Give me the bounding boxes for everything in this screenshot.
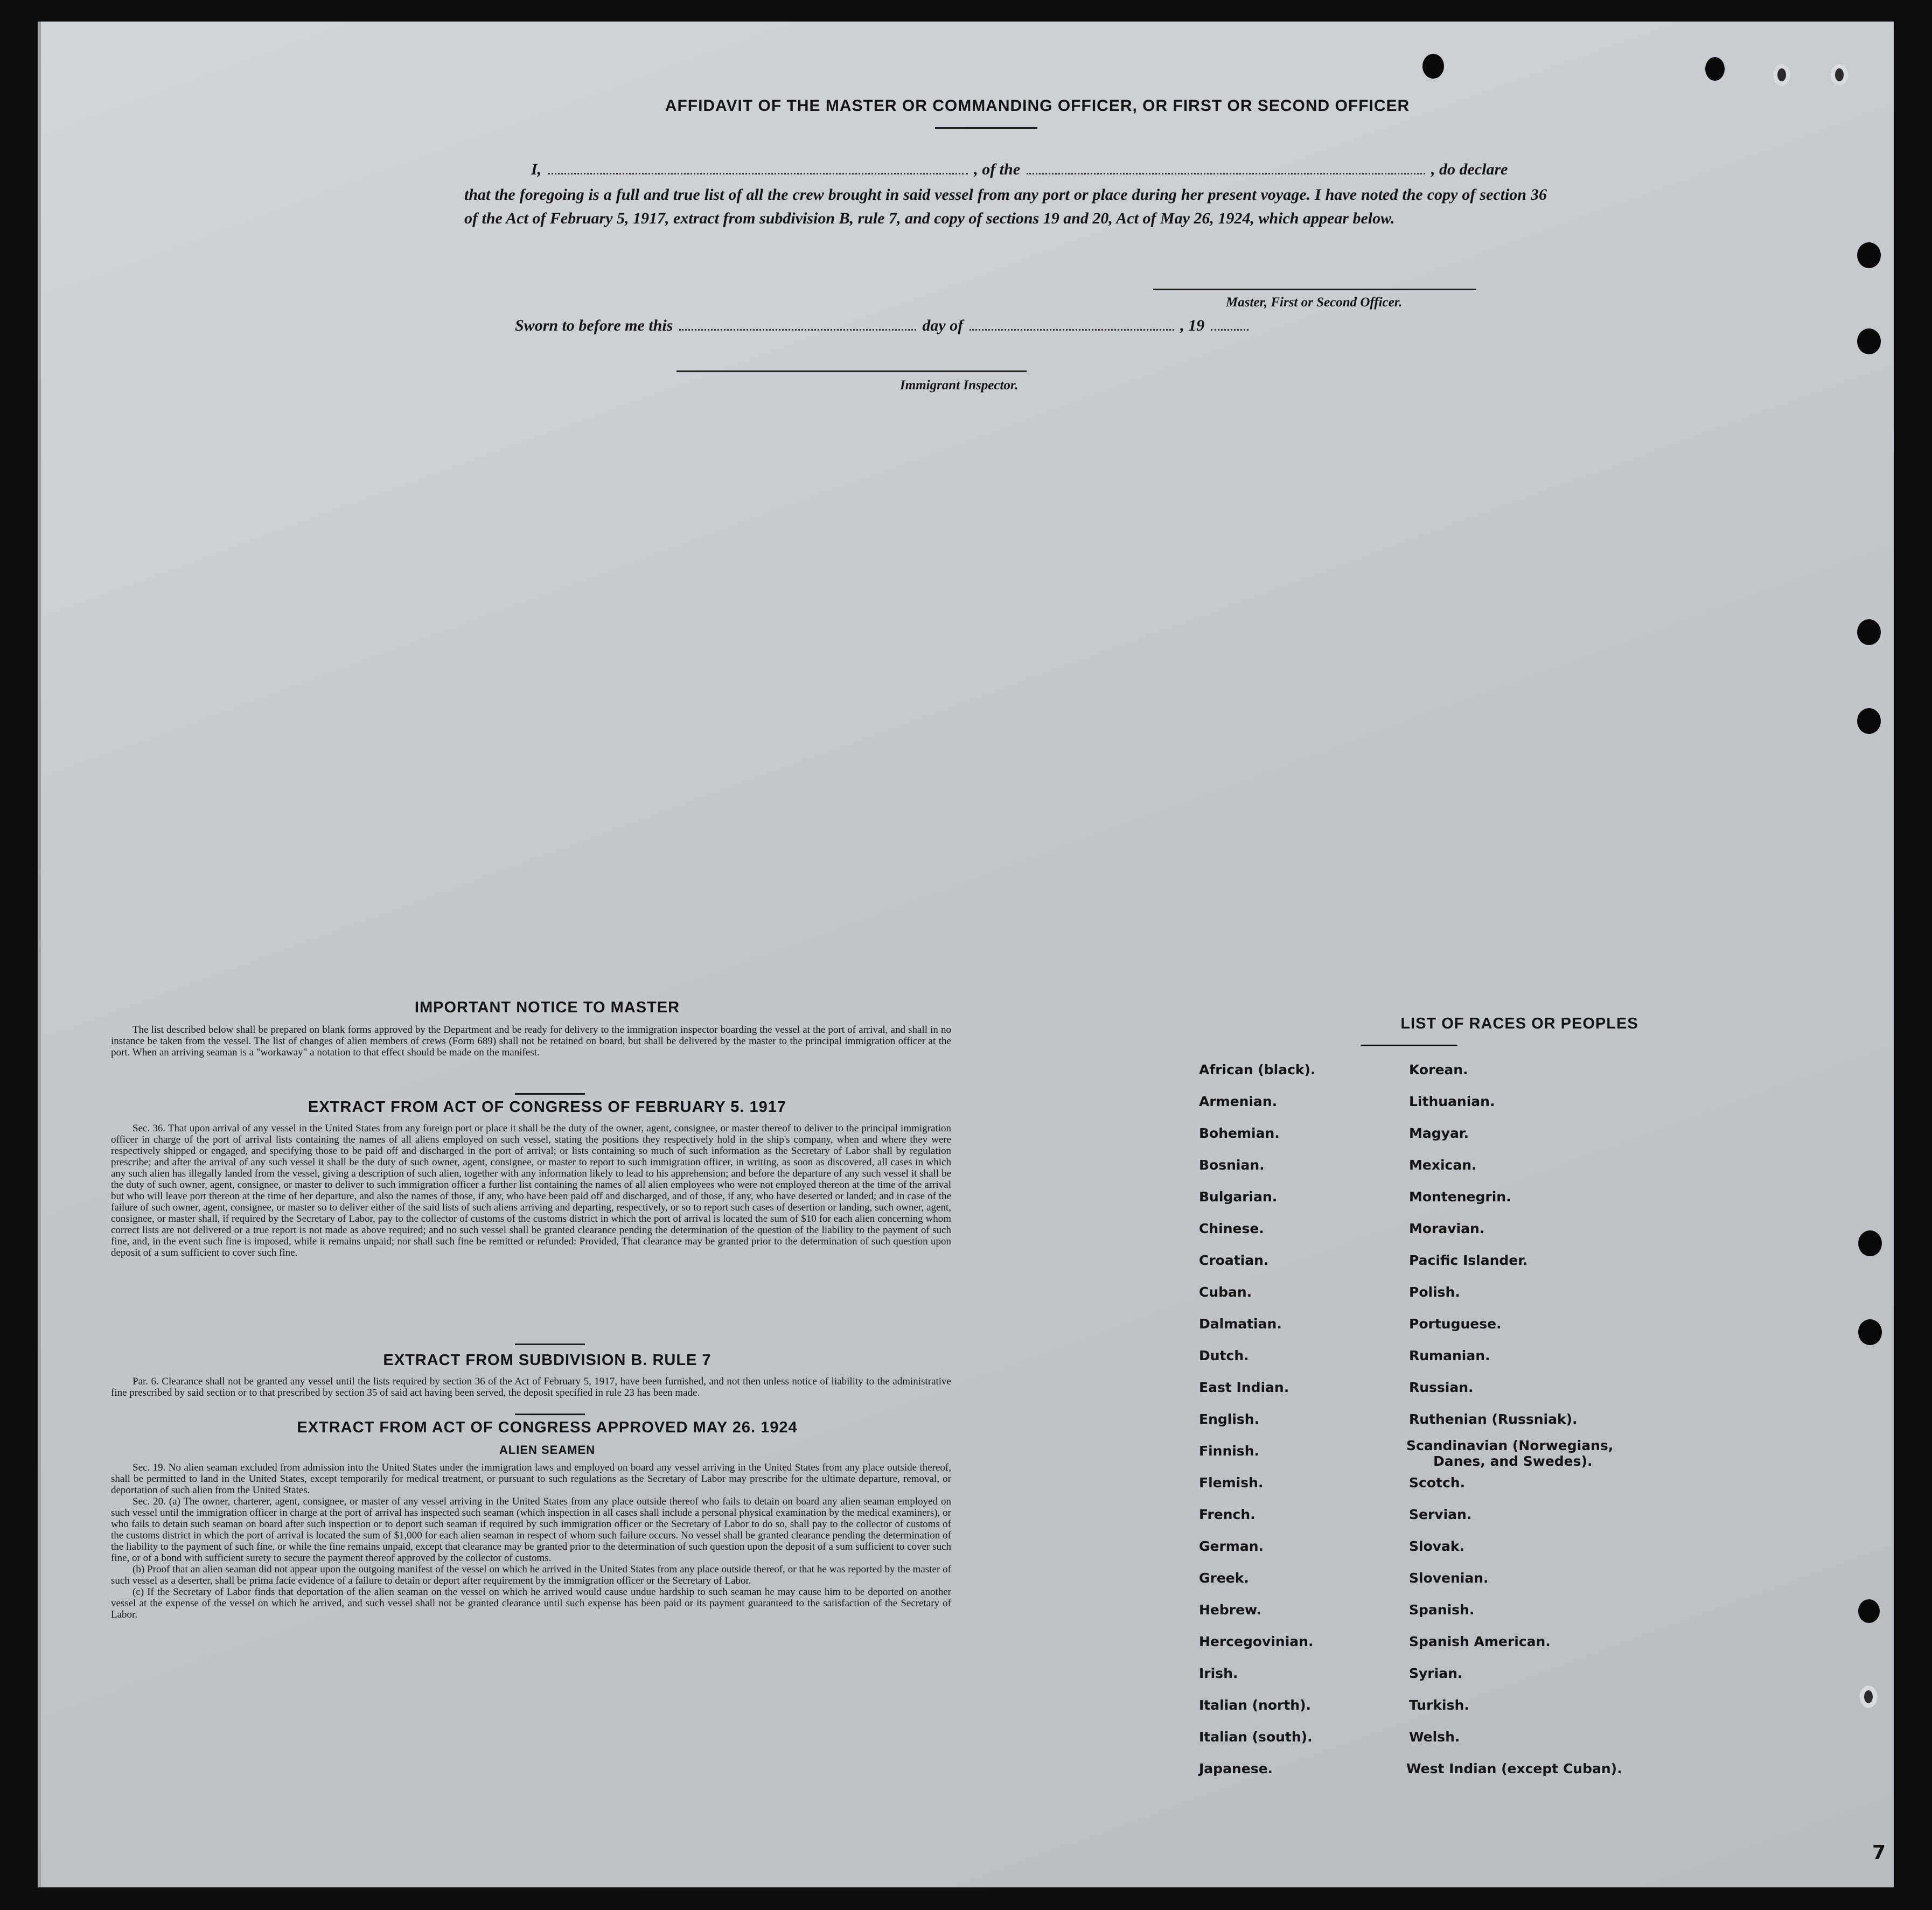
race-item: Ruthenian (Russniak). xyxy=(1409,1411,1578,1427)
race-item: Hebrew. xyxy=(1199,1602,1262,1618)
sworn-year-field[interactable] xyxy=(1211,329,1249,331)
punch-hole-right-4 xyxy=(1857,708,1881,734)
punch-hole-right-7 xyxy=(1858,1599,1880,1623)
race-item: Japanese. xyxy=(1199,1761,1273,1776)
notice-title: IMPORTANT NOTICE TO MASTER xyxy=(414,999,680,1016)
extract-1924-paragraph: Sec. 20. (a) The owner, charterer, agent, consignee, or master of any vessel arriving in the United States from any place outside thereof who fails to detain on board any alien seaman employed on such vessel until the immigration officer in charge at the port of arrival has inspected such seaman (which inspection in all cases shall include a personal physical examination by the medical examiners), or who fails to detain such seaman on board after such inspection or to deport such seaman if required by such immigration officer or the Secretary of Labor to do so, shall pay to the collector of customs of the customs district in which the port of arrival is located the sum of $1,000 for each alien seaman in respect of whom such failure occurs. No vessel shall be granted clearance pending the determination of the liability to the payment of such fine, or while the fine remains unpaid, except that clearance may be granted prior to the determination of such question upon the deposit of a sum sufficient to cover such fine, or of a bond with sufficient surety to secure the payment thereof approved by the collector of customs. xyxy=(111,1496,951,1564)
race-item: Montenegrin. xyxy=(1409,1189,1511,1205)
race-item: Bohemian. xyxy=(1199,1125,1280,1141)
race-item: Finnish. xyxy=(1199,1443,1259,1459)
do-declare-label: , do declare xyxy=(1431,160,1508,178)
i-label: I, xyxy=(531,160,542,178)
race-item: Russian. xyxy=(1409,1380,1474,1395)
extract-1924-paragraph: (b) Proof that an alien seaman did not appear upon the outgoing manifest of the vessel on which he arrived in the United States from any place outside thereof, or that he was reported by the master of such vessel as a deserter, shall be prima facie evidence of a failure to detain or deport after requirement by the immigration officer or the Secretary of Labor. xyxy=(111,1564,951,1586)
race-item: African (black). xyxy=(1199,1062,1316,1078)
race-item: Italian (south). xyxy=(1199,1729,1313,1745)
affidavit-title-rule xyxy=(935,127,1037,129)
race-item: Italian (north). xyxy=(1199,1697,1312,1713)
extract-1924-paragraph: Sec. 19. No alien seaman excluded from admission into the United States under the immigration laws and employed on board any vessel arriving in the United States from any place outside thereof, shall be permitted to land in the United States, except temporarily for medical treatment, or pursuant to such regulations as the Secretary of Labor may prescribe for the ultimate departure, removal, or deportation of such alien from the United States. xyxy=(111,1462,951,1496)
race-item: Hercegovinian. xyxy=(1199,1634,1314,1649)
race-item: Scandinavian (Norwegians, xyxy=(1406,1438,1614,1453)
race-item: Portuguese. xyxy=(1409,1316,1502,1332)
extract-rule7-title: EXTRACT FROM SUBDIVISION B. RULE 7 xyxy=(383,1352,712,1369)
race-item: Spanish American. xyxy=(1409,1634,1551,1649)
extract-1924-body xyxy=(111,1462,951,1620)
extract-rule7-rule xyxy=(515,1414,585,1415)
race-item: Mexican. xyxy=(1409,1157,1477,1173)
notice-paragraph: The list described below shall be prepared on blank forms approved by the Department and be ready for delivery to the immigration inspector boarding the vessel at the port of arrival, and shall in no instance be taken from the vessel. The list of changes of alien members of crews (Form 689) shall not be retained on board, but shall be delivered by the master to the principal immigration officer at the port. When an arriving seaman is a "workaway" a notation to that effect should be made on the manifest. xyxy=(111,1024,951,1058)
race-item: Flemish. xyxy=(1199,1475,1264,1491)
race-item: German. xyxy=(1199,1538,1264,1554)
punch-hole-top-2 xyxy=(1705,57,1725,81)
extract-1924-paragraph: (c) If the Secretary of Labor finds that deportation of the alien seaman on the vessel on which he arrived would cause undue hardship to such seaman he may cause him to be deported on another vessel at the expense of the vessel on which he arrived, and such vessel shall not be granted clearance until such expense has been paid or its payment guaranteed to the satisfaction of the Secretary of Labor. xyxy=(111,1586,951,1620)
race-item: Rumanian. xyxy=(1409,1348,1490,1363)
day-of-label: day of xyxy=(922,317,964,334)
extract-rule7-body xyxy=(111,1376,951,1398)
race-item: Servian. xyxy=(1409,1507,1472,1522)
notice-rule xyxy=(515,1093,585,1095)
race-item: Spanish. xyxy=(1409,1602,1475,1618)
race-item: Irish. xyxy=(1199,1666,1238,1681)
punch-hole-right-5 xyxy=(1858,1230,1882,1256)
punch-hole-right-6 xyxy=(1858,1319,1882,1345)
race-item: Korean. xyxy=(1409,1062,1468,1078)
punch-hole-top-4 xyxy=(1830,64,1849,86)
races-title-rule xyxy=(1361,1045,1457,1046)
affidavit-body: that the foregoing is a full and true list of all the crew brought in said vessel from any port or place during her present voyage. I have noted the copy of section 36 of the Act of February 5, 1917, extract from subdivision B, rule 7, and copy of sections 19 and 20, Act of May 26, 1924, which appear below. xyxy=(464,186,1547,227)
races-title: LIST OF RACES OR PEOPLES xyxy=(1400,1015,1638,1032)
inspector-signature-line[interactable] xyxy=(676,370,1027,372)
punch-hole-right-3 xyxy=(1857,619,1881,645)
race-item: Chinese. xyxy=(1199,1221,1264,1236)
race-item: Slovak. xyxy=(1409,1538,1465,1554)
master-signature-line[interactable] xyxy=(1153,289,1476,290)
race-item-continuation: Danes, and Swedes). xyxy=(1433,1453,1593,1469)
race-item: Scotch. xyxy=(1409,1475,1466,1491)
race-item: Syrian. xyxy=(1409,1666,1463,1681)
punch-hole-right-2 xyxy=(1857,328,1881,354)
vessel-field[interactable] xyxy=(1027,173,1425,174)
race-item: East Indian. xyxy=(1199,1380,1289,1395)
race-item: Bulgarian. xyxy=(1199,1189,1278,1205)
sworn-label: Sworn to before me this xyxy=(515,317,673,334)
race-item: French. xyxy=(1199,1507,1256,1522)
race-item: Cuban. xyxy=(1199,1284,1252,1300)
race-item: English. xyxy=(1199,1411,1260,1427)
punch-hole-right-8 xyxy=(1859,1685,1878,1708)
extract-1924-title: EXTRACT FROM ACT OF CONGRESS APPROVED MAY 26. 1924 xyxy=(297,1419,798,1436)
sworn-day-field[interactable] xyxy=(679,329,916,331)
punch-hole-top-3 xyxy=(1773,64,1791,86)
inspector-signature-label: Immigrant Inspector. xyxy=(900,378,1019,393)
race-item: Polish. xyxy=(1409,1284,1460,1300)
race-item: Pacific Islander. xyxy=(1409,1253,1528,1268)
race-item: Croatian. xyxy=(1199,1253,1269,1268)
extract-1917-body xyxy=(111,1123,951,1258)
master-signature-label: Master, First or Second Officer. xyxy=(1226,295,1403,310)
page-margin-mark: 7 xyxy=(1872,1842,1886,1864)
punch-hole-top-1 xyxy=(1422,54,1444,79)
of-the-label: , of the xyxy=(974,160,1021,178)
extract-1917-paragraph: Sec. 36. That upon arrival of any vessel in the United States from any foreign port or place it shall be the duty of the owner, agent, consignee, or master thereof to deliver to the principal immigration officer in charge of the port of arrival lists containing the names of all aliens employed on such vessel, stating the positions they respectively hold in the ship's company, when and where they were respectively shipped or engaged, and specifying those to be paid off and discharged in the port of arrival; or lists containing so much of such information as the Secretary of Labor shall by regulation prescribe; and after the arrival of any such vessel it shall be the duty of such owner, agent, consignee, or master to report to such immigration officer, in writing, as soon as discovered, all cases in which any such alien has illegally landed from the vessel, giving a description of such alien, together with any information likely to lead to his apprehension; and before the departure of any such vessel it shall be the duty of such owner, agent, consignee, or master to deliver to such immigration officer a further list containing the names of all alien employees who were not employed thereon at the time of the arrival but who will leave port thereon at the time of her departure, and also the names of those, if any, who have been paid off and discharged, and of those, if any, who have deserted or landed; and in case of the failure of such owner, agent, consignee, or master so to deliver either of the said lists of such aliens arriving and departing, respectively, or so to report such cases of desertion or landing, such owner, agent, consignee, or master shall, if required by the Secretary of Labor, pay to the collector of customs of the customs district in which the port of arrival is located the sum of $10 for each alien concerning whom correct lists are not delivered or a true report is not made as above required; and no such vessel shall be granted clearance pending the determination of the question of the liability to the payment of such fine, and, in the event such fine is imposed, while it remains unpaid; nor shall such fine be remitted or refunded: Provided, That clearance may be granted prior to the determination of such question upon deposit of a sum sufficient to cover such fine. xyxy=(111,1123,951,1258)
extract-1917-title: EXTRACT FROM ACT OF CONGRESS OF FEBRUARY 5. 1917 xyxy=(308,1099,787,1116)
race-item: Bosnian. xyxy=(1199,1157,1265,1173)
extract-1917-rule xyxy=(515,1344,585,1345)
race-item: Slovenian. xyxy=(1409,1570,1489,1586)
year-label: , 19 xyxy=(1180,317,1205,334)
name-field[interactable] xyxy=(548,173,968,174)
race-item: Moravian. xyxy=(1409,1221,1485,1236)
race-item: Lithuanian. xyxy=(1409,1094,1495,1109)
form-page xyxy=(38,22,1894,1887)
race-item: Dalmatian. xyxy=(1199,1316,1282,1332)
race-item: Dutch. xyxy=(1199,1348,1249,1363)
race-item: Welsh. xyxy=(1409,1729,1460,1745)
race-item: Armenian. xyxy=(1199,1094,1278,1109)
affidavit-title: AFFIDAVIT OF THE MASTER OR COMMANDING OFFICER, OR FIRST OR SECOND OFFICER xyxy=(665,97,1410,115)
sworn-month-field[interactable] xyxy=(970,329,1174,331)
punch-hole-right-1 xyxy=(1857,242,1881,268)
race-item: West Indian (except Cuban). xyxy=(1406,1761,1622,1776)
extract-rule7-paragraph: Par. 6. Clearance shall not be granted any vessel until the lists required by section 36 of the Act of February 5, 1917, have been furnished, and not then unless notice of liability to the administrative fine prescribed by said section or to that prescribed by section 35 of said act having been served, the deposit specified in rule 23 has been made. xyxy=(111,1376,951,1398)
notice-body xyxy=(111,1024,951,1058)
extract-1924-subtitle: ALIEN SEAMEN xyxy=(499,1443,596,1457)
race-item: Turkish. xyxy=(1409,1697,1469,1713)
sworn-line xyxy=(515,317,1251,335)
affidavit-declaration-line xyxy=(531,160,1549,179)
race-item: Magyar. xyxy=(1409,1125,1469,1141)
race-item: Greek. xyxy=(1199,1570,1249,1586)
